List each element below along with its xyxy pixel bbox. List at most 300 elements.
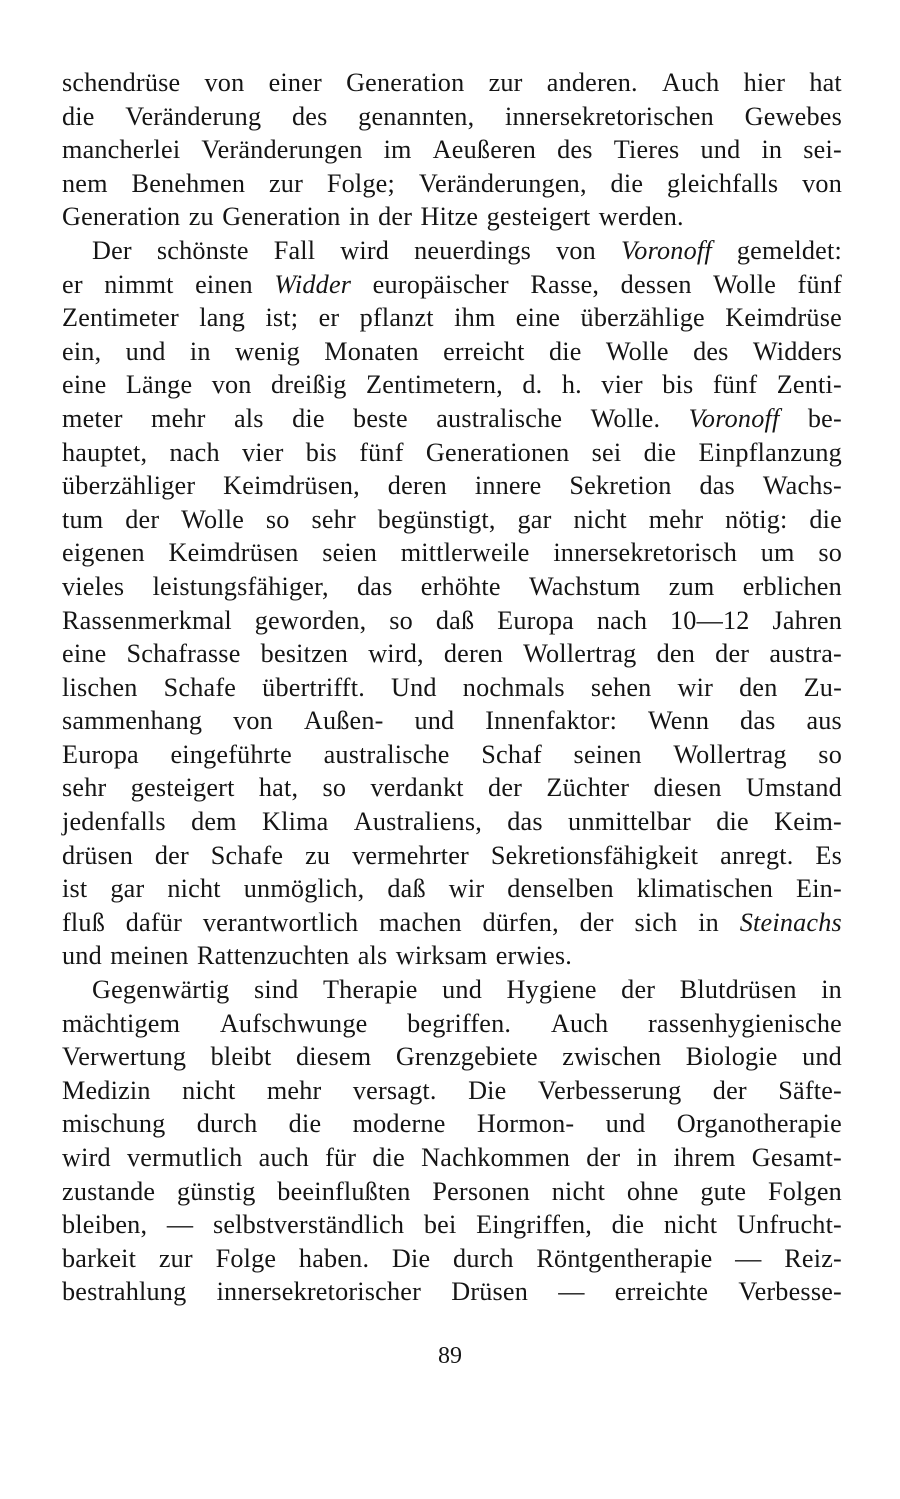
text-line [62,939,842,973]
word: deren [387,471,447,501]
word: Generation [62,202,181,232]
paragraph [62,66,842,234]
word: bis [305,437,337,467]
word: erreicht [443,336,525,366]
text-line [62,1040,842,1074]
word: und [605,1109,646,1139]
word: begünstigt, [377,504,496,534]
word: sehr [311,504,356,534]
word: günstig [176,1176,256,1206]
word: anderen. [546,68,638,97]
word: Außen- [303,706,384,736]
word: innersekretorischer [216,1277,422,1307]
text-line [62,1141,842,1175]
word: Keimdrüsen [168,538,299,568]
word: begriffen. [407,1008,512,1038]
word: geworden, [254,605,367,635]
word: mehr [266,1075,322,1105]
word: barkeit [62,1243,137,1273]
word: Blutdrüsen [679,975,797,1005]
word: zwischen [562,1042,662,1072]
word: mischung [62,1109,166,1139]
word: austra- [769,639,842,669]
text-line [62,872,842,906]
word: des [693,336,729,366]
text-line [62,805,842,839]
word: Gegenwärtig [92,975,230,1005]
word: Länge [125,370,193,400]
word: um [760,538,795,568]
word: jedenfalls [62,807,166,837]
word: dafür [125,907,183,937]
word: gesteigert [130,773,235,803]
word: eine [62,370,107,400]
text-line [62,604,842,638]
word: rassenhygienische [648,1008,842,1038]
word: — [166,1210,194,1240]
word: im [383,135,412,165]
word: Australiens, [353,807,482,837]
word: ist; [265,303,299,333]
word: erblichen [742,571,842,601]
word: wird [62,1143,111,1172]
text-line [62,1275,842,1309]
word: Widders [752,336,842,366]
word: durch [196,1109,258,1139]
word: wird [340,235,390,265]
word: auch [258,1143,309,1172]
word: gar [517,504,552,534]
word: des [291,101,328,131]
word: nicht [573,504,627,534]
word: in [821,975,842,1005]
word: die [372,1143,405,1172]
word: Zenti- [776,370,842,400]
text-line [62,738,842,772]
word: Verwertung [62,1042,187,1072]
text-line [62,536,842,570]
word: Veränderung [125,101,262,131]
word: mächtigem [62,1008,181,1038]
word: Hitze [420,202,479,232]
word: nicht [663,1210,718,1240]
word: nach [596,605,648,635]
word: Auch [661,68,720,97]
word: Gesamt- [751,1143,842,1172]
word: innersekretorisch [553,538,738,568]
text-line [62,167,842,201]
word: australische [323,739,450,769]
word: zustande [62,1176,156,1206]
word: werden. [598,202,684,232]
word: überzählige [580,303,705,333]
word: von [204,68,245,97]
word: ist [62,874,88,904]
word: Biologie [685,1042,778,1072]
word: Umstand [745,773,842,803]
body-text [62,66,842,1309]
word: in [348,202,370,232]
word: innersekretorischen [505,101,714,131]
word: hier [743,68,786,97]
text-line [62,570,842,604]
word: die [809,504,842,534]
word: genannten, [358,101,475,131]
word: gleichfalls [666,168,779,198]
word: von [802,168,842,198]
text-line [62,1074,842,1108]
word: Die [468,1075,507,1105]
word: Folgen [768,1176,842,1206]
word: vier [601,370,643,400]
word: der [712,1075,747,1105]
text-line [62,335,842,369]
word: er [62,269,83,299]
word: dessen [620,269,692,299]
word: Wachs- [762,471,842,501]
word: daß [435,605,475,635]
word: drüsen [62,840,134,870]
word: so [322,773,347,803]
word: er [318,303,340,333]
word: eigenen [62,538,145,568]
word: Säfte- [778,1075,842,1105]
word: Benehmen [131,168,246,198]
word: Folge [215,1243,277,1273]
word: die [611,1210,645,1240]
word: Der [92,235,132,265]
word: — [558,1277,585,1307]
word: deren [443,639,504,669]
word: verantwortlich [202,907,359,937]
word: selbstverständlich [212,1210,405,1240]
word: Wolle. [590,403,661,433]
word: Ein- [796,874,842,904]
word: ihm [454,303,496,333]
text-line [62,66,842,100]
word: ihrem [673,1143,736,1172]
word: tum [62,504,104,534]
text-line [62,469,842,503]
word: be- [807,403,842,433]
word: leistungsfähiger, [152,571,329,601]
text-line [62,771,842,805]
word: Zentimeter [62,303,179,333]
word: eine [62,639,107,669]
word: d. [522,370,543,400]
word: zum [668,571,715,601]
word: den [656,639,696,669]
word: Jahren [772,605,842,635]
word: Wolle [605,336,669,366]
word: und [442,975,483,1005]
word: meinen [110,941,189,971]
word: nicht [551,1176,606,1206]
word: sei [591,437,622,467]
word: Die [391,1243,431,1273]
word: Schafe [163,672,237,702]
text-line [62,1007,842,1041]
word: in [698,907,719,937]
word: meter [62,403,123,433]
word: zu [188,202,214,232]
word: gemeldet: [736,235,842,265]
word: gar [110,874,145,904]
word: nicht [182,1075,236,1105]
word: mehr [151,403,206,433]
text-line [62,503,842,537]
word: Generation [346,68,465,97]
word: Verbesserung [537,1075,682,1105]
word: Innenfaktor: [485,706,618,736]
text-line [62,1107,842,1141]
word: bis [662,370,694,400]
word: der [125,504,160,534]
text-line [62,973,842,1007]
word: dürfen, [482,907,559,937]
word: und [802,1042,842,1072]
word: moderne [352,1109,446,1139]
word: Wenn [647,706,710,736]
word: ein, [62,336,102,366]
word: haben. [298,1243,370,1273]
word: Hygiene [506,975,597,1005]
word: die [716,807,749,837]
word: nach [169,437,220,467]
word: versagt. [352,1075,437,1105]
word: Generation [222,202,341,232]
word: Es [815,840,842,870]
word: innere [474,471,542,501]
word: nem [62,168,108,198]
word: in [761,135,783,165]
word: zur [488,68,523,97]
word: der [154,840,189,870]
word: der [579,907,614,937]
word: von [233,706,273,736]
word: beeinflußten [277,1176,411,1206]
word: Einpflanzung [698,437,842,467]
word: sind [253,975,299,1005]
word: aus [806,706,842,736]
word: gute [700,1176,747,1206]
word: und [62,941,102,971]
word: mehr [648,504,704,534]
word: australische [436,403,563,433]
word: Rasse, [530,269,600,299]
word: lang [199,303,246,333]
word: vermehrter [352,840,469,870]
word: von [211,370,252,400]
text-line [62,200,842,234]
word: dem [191,807,237,837]
word: nochmals [462,672,565,702]
word: das [357,571,393,601]
word: Zentimetern, [366,370,503,400]
word: Voronoff [621,235,712,265]
word: zur [268,168,304,198]
word: die [643,437,677,467]
word: sei- [803,135,842,165]
word: wir [677,672,714,702]
word: Schafrasse [126,639,241,669]
word: ohne [626,1176,679,1206]
word: Europa [62,739,139,769]
word: wirksam [395,941,488,971]
word: Keimdrüse [725,303,842,333]
word: überzähliger [62,471,196,501]
word: Sekretionsfähigkeit [490,840,699,870]
word: so [818,739,842,769]
word: Züchter [546,773,630,803]
word: hat, [258,773,299,803]
word: in [189,336,211,366]
word: seinen [573,739,642,769]
word: denselben [507,874,614,904]
word: eingeführte [170,739,292,769]
word: daß [387,874,426,904]
word: unmittelbar [568,807,691,837]
word: Wachstum [528,571,641,601]
word: Organotherapie [676,1109,842,1139]
paragraph [62,234,842,973]
word: wir [448,874,485,904]
word: Verbesse- [738,1277,842,1307]
word: beste [353,403,408,433]
word: die [610,168,644,198]
word: bleiben, [62,1210,148,1240]
text-line [62,906,842,940]
word: Therapie [322,975,418,1005]
word: der [378,202,413,232]
word: h. [561,370,582,400]
word: Steinachs [739,907,842,937]
word: das [507,807,543,837]
word: Aufschwunge [219,1008,368,1038]
word: Veränderungen, [418,168,587,198]
word: dreißig [271,370,347,400]
word: Reiz- [784,1243,842,1273]
word: eine [515,303,561,333]
word: fünf [712,370,758,400]
word: Wolle [181,504,245,534]
word: erreichte [614,1277,709,1307]
word: seien [322,538,378,568]
word: die [62,101,95,131]
word: vieles [62,571,125,601]
word: erhöhte [420,571,501,601]
word: Folge; [326,168,395,198]
word: schönste [156,235,249,265]
word: von [556,235,596,265]
word: Aeußeren [432,135,537,165]
word: als [357,941,388,971]
word: Medizin [62,1075,151,1105]
word: Schafe [210,840,284,870]
word: sich [634,907,678,937]
text-line [62,1208,842,1242]
text-line [62,368,842,402]
word: 10—12 [670,605,750,635]
word: und [125,336,166,366]
word: Widder [274,269,352,299]
word: bestrahlung [62,1277,187,1307]
word: erwies. [495,941,573,971]
word: Tieres [613,135,680,165]
word: Unfrucht- [736,1210,842,1240]
word: als [233,403,264,433]
word: Eingriffen, [476,1210,592,1240]
text-line [62,301,842,335]
text-line [62,100,842,134]
word: die [292,403,325,433]
word: hauptet, [62,437,148,467]
word: für [325,1143,357,1172]
word: Zu- [803,672,842,702]
word: Keim- [774,807,842,837]
word: die [548,336,582,366]
word: Voronoff [688,403,780,433]
word: Veränderungen [201,135,363,165]
word: Hormon- [476,1109,575,1139]
word: den [739,672,778,702]
word: Klima [262,807,329,837]
word: europäischer [372,269,509,299]
word: gesteigert [486,202,591,232]
word: Fall [273,235,316,265]
word: fünf [359,437,404,467]
text-line [62,671,842,705]
word: bleibt [210,1042,272,1072]
word: — [735,1243,762,1273]
word: einer [268,68,322,97]
word: pflanzt [359,303,434,333]
text-line [62,637,842,671]
word: lischen [62,672,138,702]
word: neuerdings [414,235,532,265]
word: Nachkommen [421,1143,571,1172]
word: Rattenzuchten [196,941,350,971]
word: diesen [653,773,722,803]
word: Rassenmerkmal [62,605,232,635]
word: sehr [62,773,107,803]
word: sehen [590,672,652,702]
word: Röntgentherapie [536,1243,713,1273]
word: die [288,1109,322,1139]
word: so [265,504,290,534]
word: Und [391,672,437,702]
word: zur [158,1243,193,1273]
paragraph [62,973,842,1309]
word: der [488,773,523,803]
word: wenig [234,336,300,366]
word: Personen [432,1176,530,1206]
word: so [818,538,842,568]
text-line [62,1242,842,1276]
word: übertrifft. [262,672,365,702]
word: Auch [550,1008,609,1038]
word: Grenzgebiete [395,1042,538,1072]
word: diesem [295,1042,372,1072]
word: Sekretion [569,471,672,501]
word: Drüsen [451,1277,529,1307]
word: anregt. [720,840,794,870]
word: sammenhang [62,706,203,736]
word: nötig: [725,504,788,534]
word: mittlerweile [400,538,530,568]
word: einen [195,269,253,299]
text-line [62,1175,842,1209]
